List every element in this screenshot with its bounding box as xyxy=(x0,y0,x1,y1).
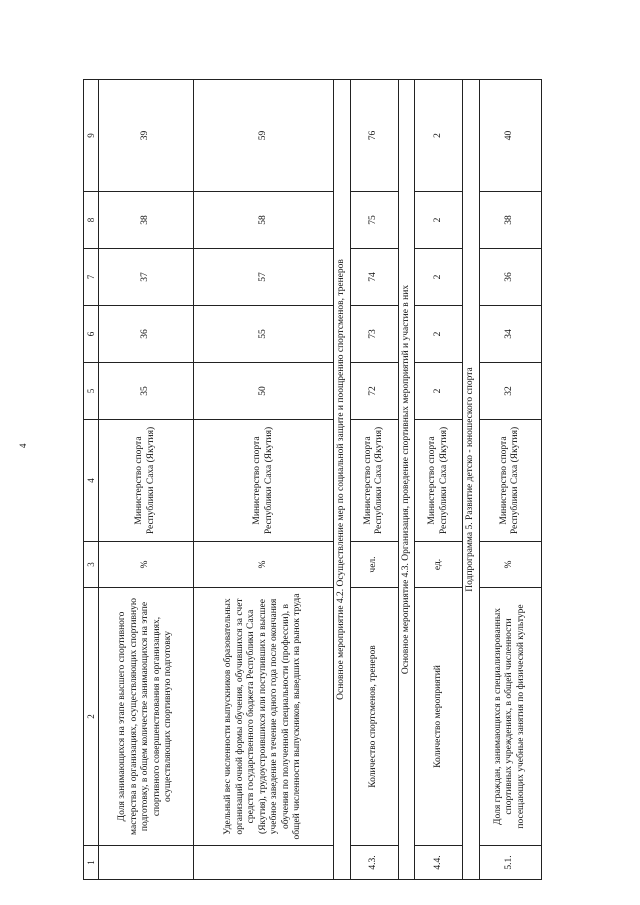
value-cell: 37 xyxy=(99,249,194,306)
table-row xyxy=(194,80,334,880)
section-heading-4-2: Основное мероприятие 4.2. Осуществление мер по социальной защите и поощрению спортсменов, тренеров xyxy=(334,80,351,880)
value-cell: 59 xyxy=(194,80,334,192)
column-number: 5 xyxy=(84,363,99,420)
value-cell: 40 xyxy=(479,80,541,192)
indicator-table-sheet xyxy=(83,80,603,880)
executor: Министерство спорта Республики Саха (Якутия) xyxy=(479,420,541,542)
unit: чел. xyxy=(350,542,398,588)
unit: % xyxy=(479,542,541,588)
value-cell: 2 xyxy=(415,249,463,306)
value-cell: 32 xyxy=(479,363,541,420)
value-cell: 38 xyxy=(479,192,541,249)
value-cell: 2 xyxy=(415,80,463,192)
indicator-name: Количество мероприятий xyxy=(415,588,463,846)
value-cell: 35 xyxy=(99,363,194,420)
value-cell: 39 xyxy=(99,80,194,192)
executor: Министерство спорта Республики Саха (Якутия) xyxy=(350,420,398,542)
column-number: 9 xyxy=(84,80,99,192)
value-cell: 76 xyxy=(350,80,398,192)
value-cell: 75 xyxy=(350,192,398,249)
unit: % xyxy=(194,542,334,588)
section-heading-4-3: Основное мероприятие 4.3. Организация, проведение спортивных мероприятий и участие в них xyxy=(398,80,415,880)
section-heading-subprogram-5: Подпрограмма 5. Развитие детско - юношеского спорта xyxy=(463,80,480,880)
column-number: 1 xyxy=(84,846,99,880)
section-row xyxy=(398,80,415,880)
indicator-name: Количество спортсменов, тренеров xyxy=(350,588,398,846)
row-number xyxy=(99,846,194,880)
indicator-name: Удельный вес численности выпускников образовательных организаций очной формы обучения, обучившихся за счет средств государственного бюджета Республики Саха (Якутия), трудоустроившихся или поступивших в высшее учебное заведение в течение одного года после окончания обучения по полученной специальности (профессии), в общей численности выпускников, выведших на рынок труда xyxy=(194,588,334,846)
column-number: 8 xyxy=(84,192,99,249)
row-number: 5.1. xyxy=(479,846,541,880)
value-cell: 55 xyxy=(194,306,334,363)
value-cell: 38 xyxy=(99,192,194,249)
table-row xyxy=(350,80,398,880)
row-number: 4.3. xyxy=(350,846,398,880)
indicator-name: Доля занимающихся на этапе высшего спортивного мастерства в организациях, осуществляющих спортивную подготовку, в общем количестве занимающихся на этапе спортивного совершенствования в организациях, осуществляющих спортивную подготовку xyxy=(99,588,194,846)
column-number: 6 xyxy=(84,306,99,363)
executor: Министерство спорта Республики Саха (Якутия) xyxy=(99,420,194,542)
value-cell: 36 xyxy=(99,306,194,363)
indicator-name: Доля граждан, занимающихся в специализированных спортивных учреждениях, в общей численности посещающих учебные занятия по физической культуре xyxy=(479,588,541,846)
unit: ед. xyxy=(415,542,463,588)
value-cell: 58 xyxy=(194,192,334,249)
value-cell: 72 xyxy=(350,363,398,420)
page-number: 4 xyxy=(18,443,28,448)
column-number: 2 xyxy=(84,588,99,846)
section-row xyxy=(334,80,351,880)
value-cell: 36 xyxy=(479,249,541,306)
value-cell: 2 xyxy=(415,306,463,363)
table-row xyxy=(99,80,194,880)
table-row xyxy=(479,80,541,880)
indicator-table xyxy=(83,79,542,880)
value-cell: 57 xyxy=(194,249,334,306)
row-number: 4.4. xyxy=(415,846,463,880)
value-cell: 74 xyxy=(350,249,398,306)
executor: Министерство спорта Республики Саха (Якутия) xyxy=(194,420,334,542)
value-cell: 34 xyxy=(479,306,541,363)
value-cell: 73 xyxy=(350,306,398,363)
column-number-row xyxy=(84,80,99,880)
section-row xyxy=(463,80,480,880)
value-cell: 50 xyxy=(194,363,334,420)
value-cell: 2 xyxy=(415,363,463,420)
column-number: 4 xyxy=(84,420,99,542)
value-cell: 2 xyxy=(415,192,463,249)
table-row xyxy=(415,80,463,880)
unit: % xyxy=(99,542,194,588)
row-number xyxy=(194,846,334,880)
column-number: 3 xyxy=(84,542,99,588)
executor: Министерство спорта Республики Саха (Якутия) xyxy=(415,420,463,542)
column-number: 7 xyxy=(84,249,99,306)
